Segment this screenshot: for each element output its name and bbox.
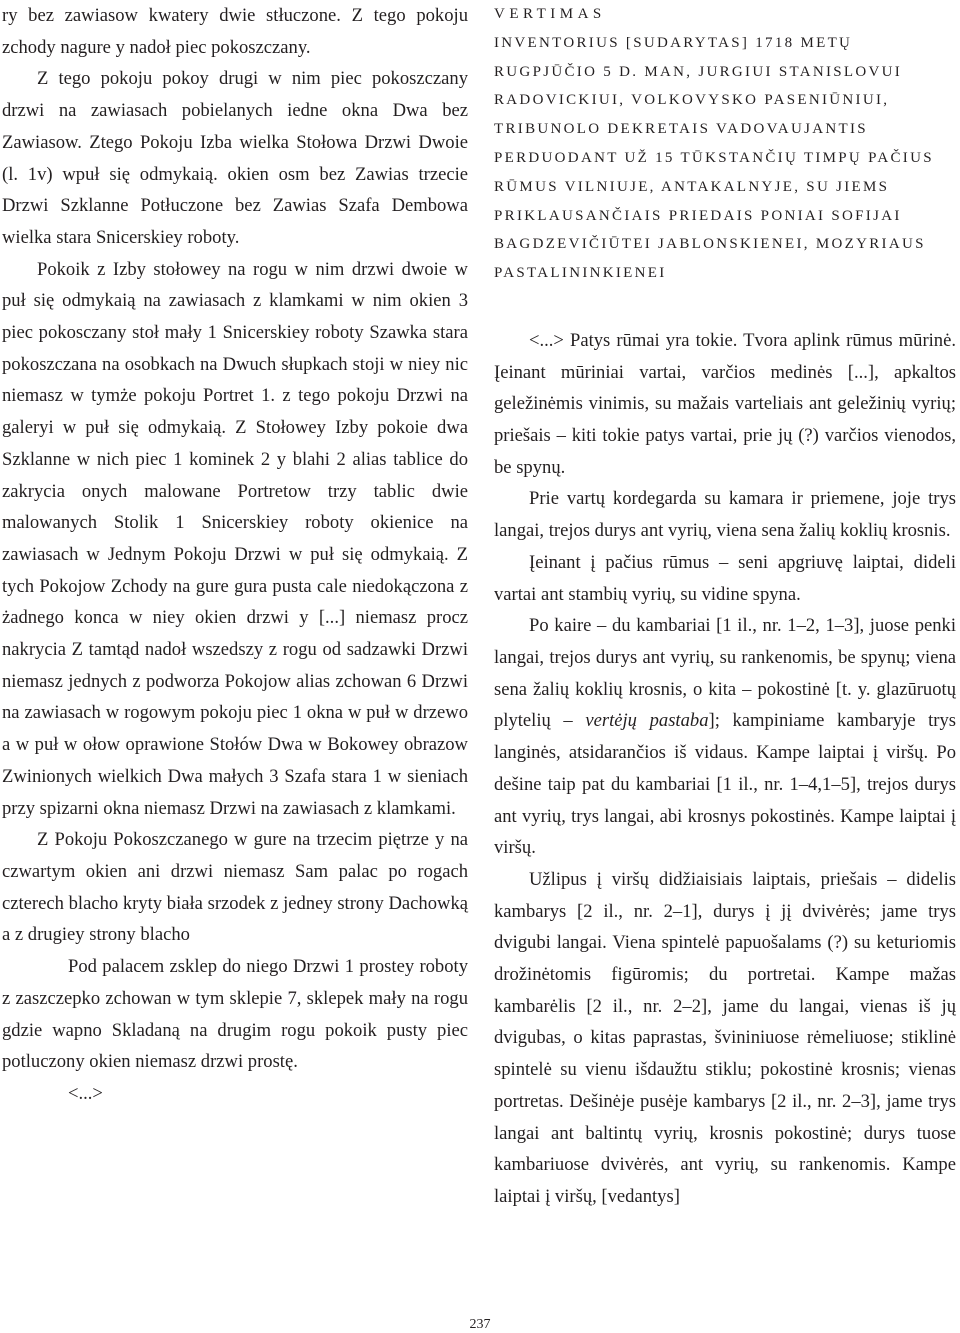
section-label: VERTIMAS (494, 6, 606, 22)
paragraph-5: Pod palacem zsklep do niego Drzwi 1 prostey roboty z zaszczepko zchowan w tym sklepie 7, sklepek mały na rogu gdzie wapno Skladaną na drugim rogu pokoik pusty piec potluczony okien niemasz drzwi prostę. (2, 956, 468, 1073)
text-segment: ]; kampiniame kambaryje trys langinės, atsidarančios iš vidaus. Kampe laiptai į viršų. Po dešine taip pat du kambariai [1 il., nr. 1–4,1–5], trejos durys ant vyrių, trys langai, abi krosnys pokostinės. Kampe laiptai į viršų. (494, 710, 956, 859)
paragraph-4: Z Pokoju Pokoszczanego w gure na trzecim piętrze y na czwartym okien ani drzwi niemasz Sam palac po rogach czterech blacho kryty biała srzodek z jedney strony Dachowką a z drugiey strony blacho (2, 829, 468, 946)
translation-paragraph-4 (494, 610, 956, 864)
omission-mark: <...> (68, 1082, 103, 1104)
translation-paragraph-3: Įeinant į pačius rūmus – seni apgriuvę laiptai, dideli vartai ant stambių vyrių, su vidine spyna. (494, 551, 956, 605)
paragraph-2: Z tego pokoju pokoy drugi w nim piec pokoszczany drzwi na zawiasach pobielanych iedne okna Dwa bez Zawiasow. Ztego Pokoju Izba wielka Stołowa Drzwi Dwoie (l. 1v) wpuł się odmykaią. okien osm bez Zawias trzecie Drzwi Szklanne Potłuczone bez Zawias Szafa Dembowa wielka stara Snicerskiey roboty. (2, 68, 468, 248)
paragraph-1: ry bez zawiasow kwatery dwie stłuczone. Z tego pokoju zchody nagure y nadoł piec pokoszczany. (2, 5, 468, 58)
page-number: 237 (469, 1317, 491, 1332)
translation-paragraph-2: Prie vartų kordegarda su kamara ir priemene, joje trys langai, trejos durys ant vyrių, viena sena žalių koklių krosnis. (494, 488, 956, 542)
translation-column (494, 0, 956, 1213)
translation-heading: INVENTORIUS [SUDARYTAS] 1718 METŲ RUGPJŪČIO 5 D. MAN, JURGIUI STANISLOVUI RADOVICKIUI, VOLKOVYSKO PASENIŪNIUI, TRIBUNOLO DEKRETAIS VADOVAUJANTIS PERDUODANT UŽ 15 TŪKSTANČIŲ TIMPŲ PAČIUS RŪMUS VILNIUJE, ANTAKALNYJE, SU JIEMS PRIKLAUSANČIAIS PRIEDAIS PONIAI SOFIJAI BAGDZEVIČIŪTEI JABLONSKIENEI, MOZYRIAUS PASTALININKIENEI (494, 34, 934, 282)
paragraph-3: Pokoik z Izby stołowey na rogu w nim drzwi dwoie w puł się odmykaią na zawiasach z klamkami w nim okien 3 piec pokosczany stoł mały 1 Snicerskiey roboty Szawka stara pokoszczana na osobkach na Dwuch słupkach stoji w niey nic niemasz w tymże pokoju Portret 1. z tego pokoju Drzwi na galeryi w puł się odmykaią. Z Stołowey Izby pokoie dwa Szklanne w nich piec 1 kominek 2 y blahi 2 alias tablice do zakrycia onych malowane Portretow trzy tablic dwie malowanych Stolik 1 Snicerskiey roboty okienice na zawiasach w Jednym Pokoju Drzwi w puł się odmykaią. Z tych Pokojow Zchody na gure gura pusta cale niedokączona z żadnego konca w niey okien drzwi y [...] niemasz procz nakrycia Z tamtąd nadoł wszedszy z rogu od sadzawki Drzwi niemasz jednych z podworza Pokojow alias zchowan 6 Drzwi na zawiasach w rogowym pokoju piec 1 okna w puł w drzewo a w puł w ołow oprawione Stołów Dwa w Bokowey obrazow Zwinionych wielkich Dwa małych 3 Szafa stara 1 w sieniach przy spizarni okna niemasz Drzwi na zawiasach z klamkami. (2, 258, 468, 819)
translation-paragraph-1: <...> Patys rūmai yra tokie. Tvora aplink rūmus mūrinė. Įeinant mūriniai vartai, varčios medinės [...], apkaltos geležinėmis vinimis, su mažais varteliais ant geležinių vyrių; priešais – kiti tokie patys vartai, prie jų (?) varčios vienodos, be spynų. (494, 329, 956, 478)
original-text-column (2, 0, 468, 1110)
italic-note: vertėjų pastaba (585, 710, 709, 732)
translation-paragraph-5: Užlipus į viršų didžiaisiais laiptais, priešais – didelis kambarys [2 il., nr. 2–1], durys į jį dvivėrės; jame trys dvigubi langai. Viena spintelė papuošalams (?) su keturiomis drožinėtomis figūromis; du portretai. Kampe mažas kambarėlis [2 il., nr. 2–2], jame du langai, vienas iš jų dvigubas, o kitas paprastas, švininiuose rėmeliuose; stiklinė spintelė su vienu išdaužtu stiklu; pokostinė krosnis; vienas portretas. Dešinėje pusėje kambarys [2 il., nr. 2–3], jame trys langai ant baltintų vyrių, krosnis pokostinė; durys tuose kambariuose dvivėrės, ant vyrių, su rankenomis. Kampe laiptai į viršų, [vedantys] (494, 868, 956, 1207)
text-segment: Po kaire – du kambariai [1 il., nr. 1–2, 1–3], juose penki langai, trejos durys ant vyrių, su rankenomis, be spynų; viena sena žalių koklių krosnis, o kita – pokostinė [t. y. glazūruotų plytelių – (494, 615, 956, 732)
